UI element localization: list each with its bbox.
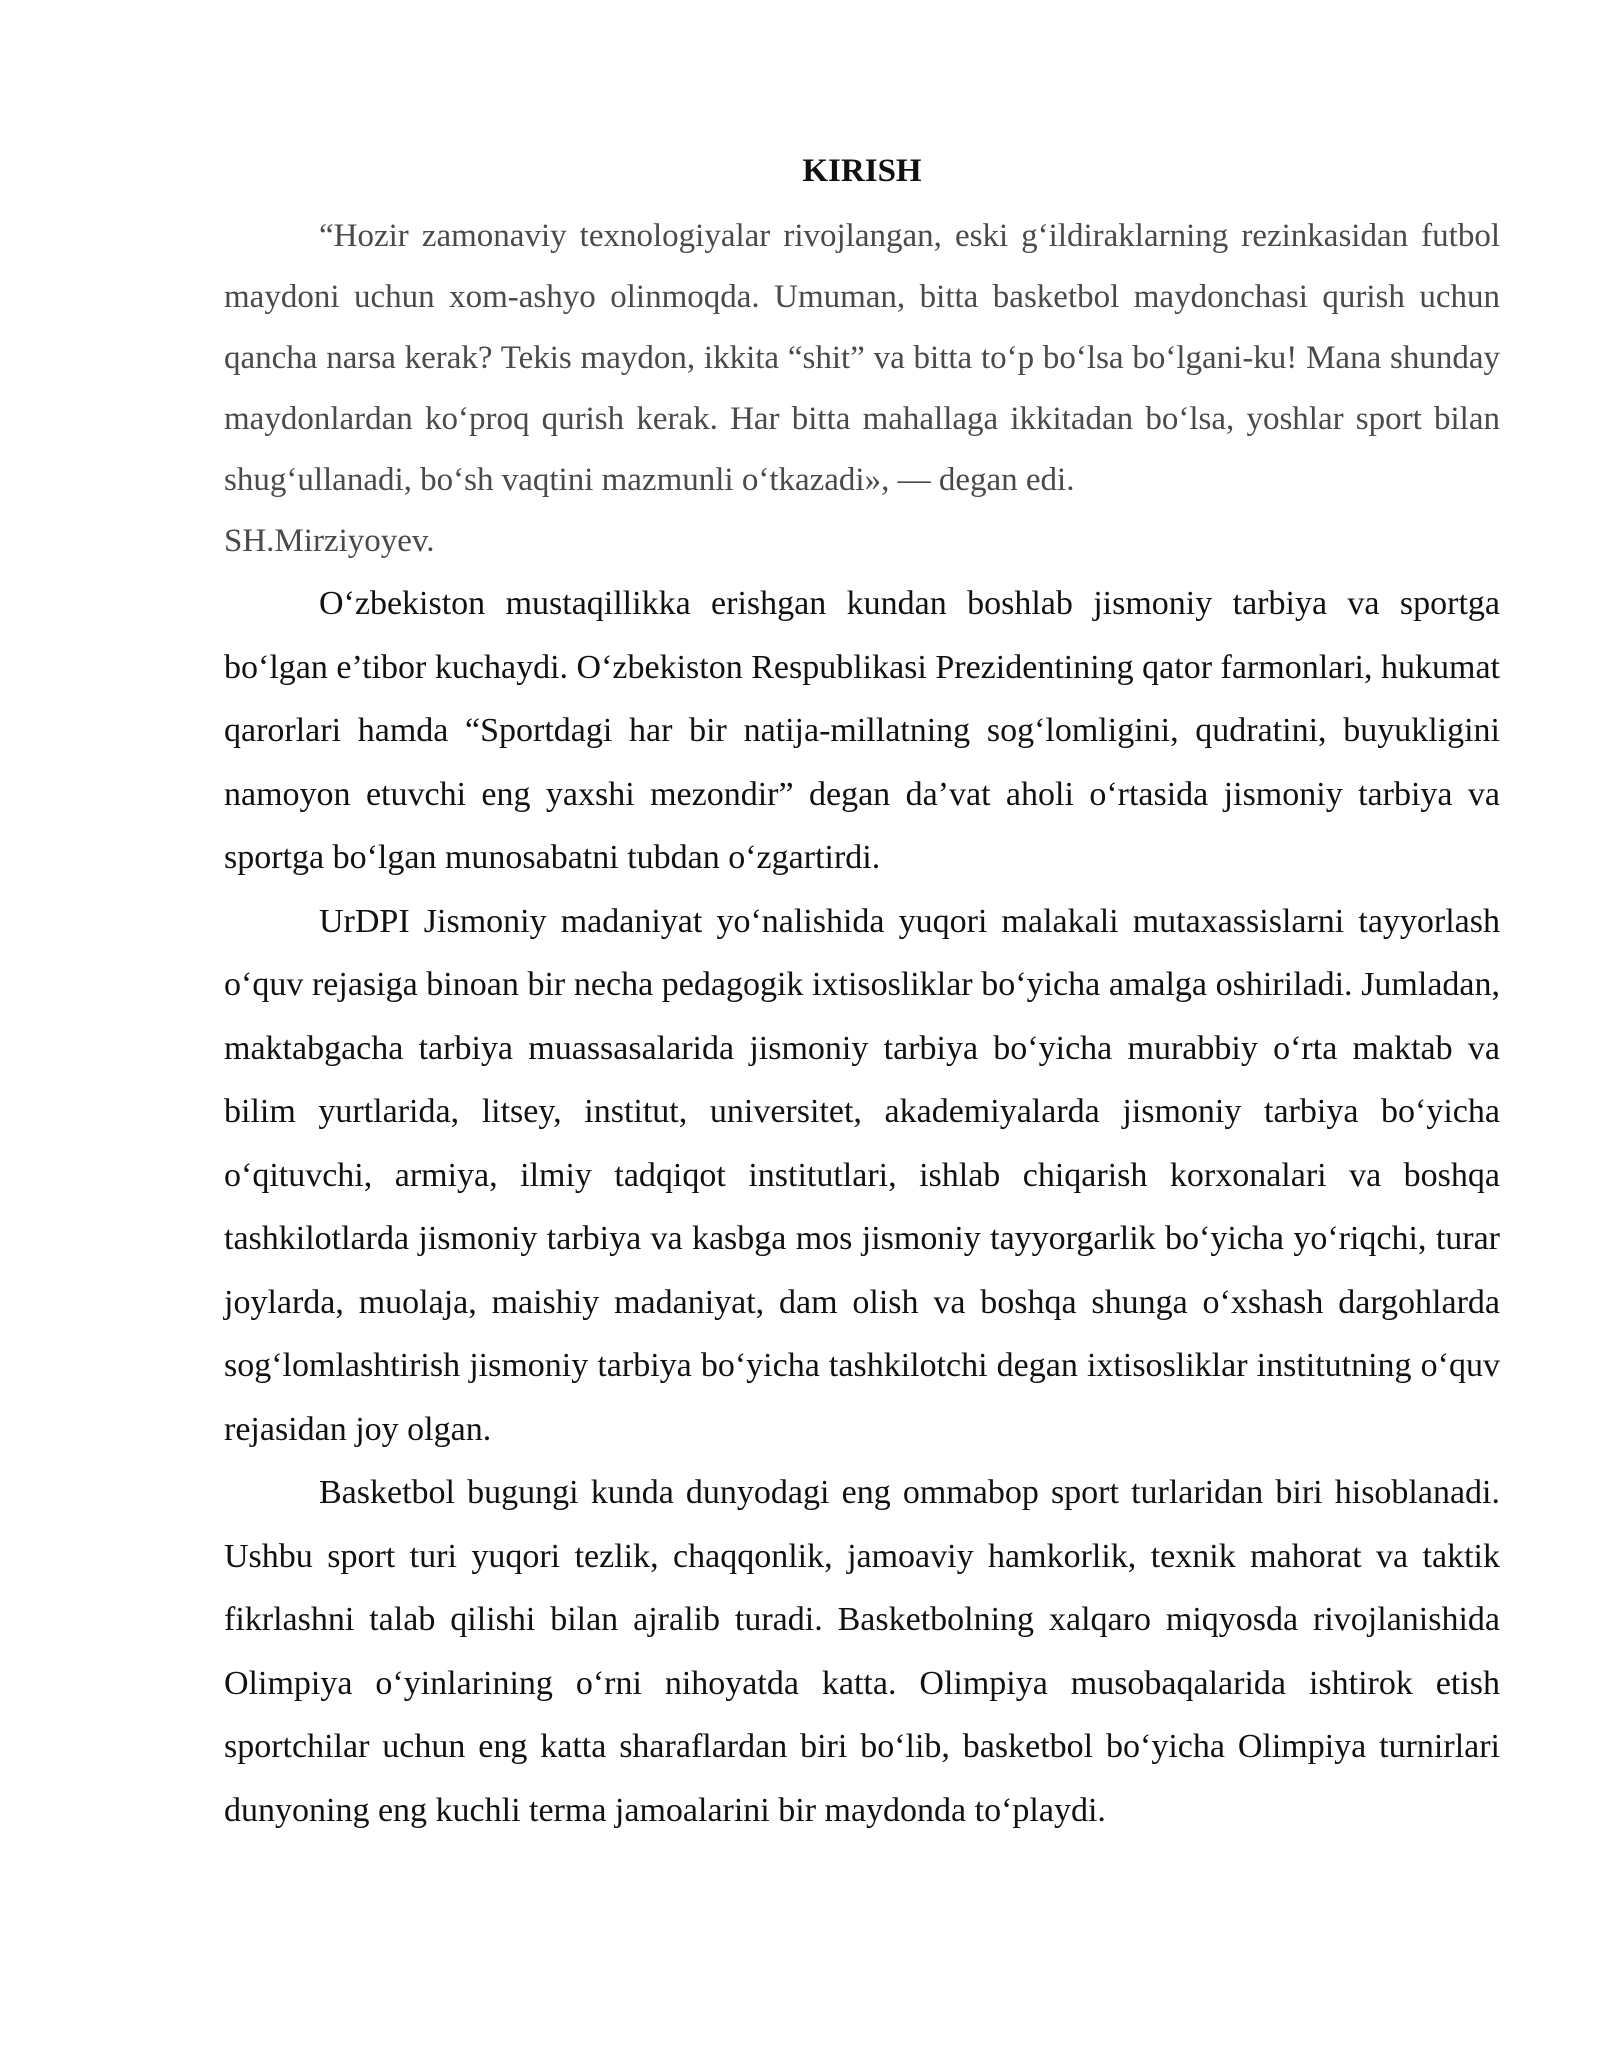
- page-title: KIRISH: [802, 153, 922, 189]
- epigraph-quote: “Hozir zamonaviy texnologiyalar rivojlangan, eski g‘ildiraklarning rezinkasidan futbol maydoni uchun xom-ashyo olinmoqda. Umuman, bitta basketbol maydonchasi qurish uchun qancha narsa kerak? Tekis maydon, ikkita “shit” va bitta to‘p bo‘lsa bo‘lgani-ku! Mana shunday maydonlardan ko‘proq qurish kerak. Har bitta mahallaga ikkitadan bo‘lsa, yoshlar sport bilan shug‘ullanadi, bo‘sh vaqtini mazmunli o‘tkazadi», — degan edi.: [224, 218, 1500, 498]
- paragraph-independence: O‘zbekiston mustaqillikka erishgan kundan boshlab jismoniy tarbiya va sportga bo‘lgan e’tibor kuchaydi. O‘zbekiston Respublikasi Prezidentining qator farmonlari, hukumat qarorlari hamda “Sportdagi har bir natija-millatning sog‘lomligini, qudratini, buyukligini namoyon etuvchi eng yaxshi mezondir” degan da’vat aholi o‘rtasida jismoniy tarbiya va sportga bo‘lgan munosabatni tubdan o‘zgartirdi.: [224, 585, 1500, 876]
- document-page: [224, 148, 1500, 1842]
- paragraph-basketball: Basketbol bugungi kunda dunyodagi eng ommabop sport turlaridan biri hisoblanadi. Ushbu sport turi yuqori tezlik, chaqqonlik, jamoaviy hamkorlik, texnik mahorat va taktik fikrlashni talab qilishi bilan ajralib turadi. Basketbolning xalqaro miqyosda rivojlanishida Olimpiya o‘yinlarining o‘rni nihoyatda katta. Olimpiya musobaqalarida ishtirok etish sportchilar uchun eng katta sharaflardan biri bo‘lib, basketbol bo‘yicha Olimpiya turnirlari dunyoning eng kuchli terma jamoalarini bir maydonda to‘playdi.: [224, 1474, 1500, 1829]
- paragraph-urdpi: UrDPI Jismoniy madaniyat yo‘nalishida yuqori malakali mutaxassislarni tayyorlash o‘quv rejasiga binoan bir necha pedagogik ixtisosliklar bo‘yicha amalga oshiriladi. Jumladan, maktabgacha tarbiya muassasalarida jismoniy tarbiya bo‘yicha murabbiy o‘rta maktab va bilim yurtlarida, litsey, institut, universitet, akademiyalarda jismoniy tarbiya bo‘yicha o‘qituvchi, armiya, ilmiy tadqiqot institutlari, ishlab chiqarish korxonalari va boshqa tashkilotlarda jismoniy tarbiya va kasbga mos jismoniy tayyorgarlik bo‘yicha yo‘riqchi, turar joylarda, muolaja, maishiy madaniyat, dam olish va boshqa shunga o‘xshash dargohlarda sog‘lomlashtirish jismoniy tarbiya bo‘yicha tashkilotchi degan ixtisosliklar institutning o‘quv rejasidan joy olgan.: [224, 902, 1500, 1448]
- epigraph-author: SH.Mirziyoyev.: [224, 523, 435, 559]
